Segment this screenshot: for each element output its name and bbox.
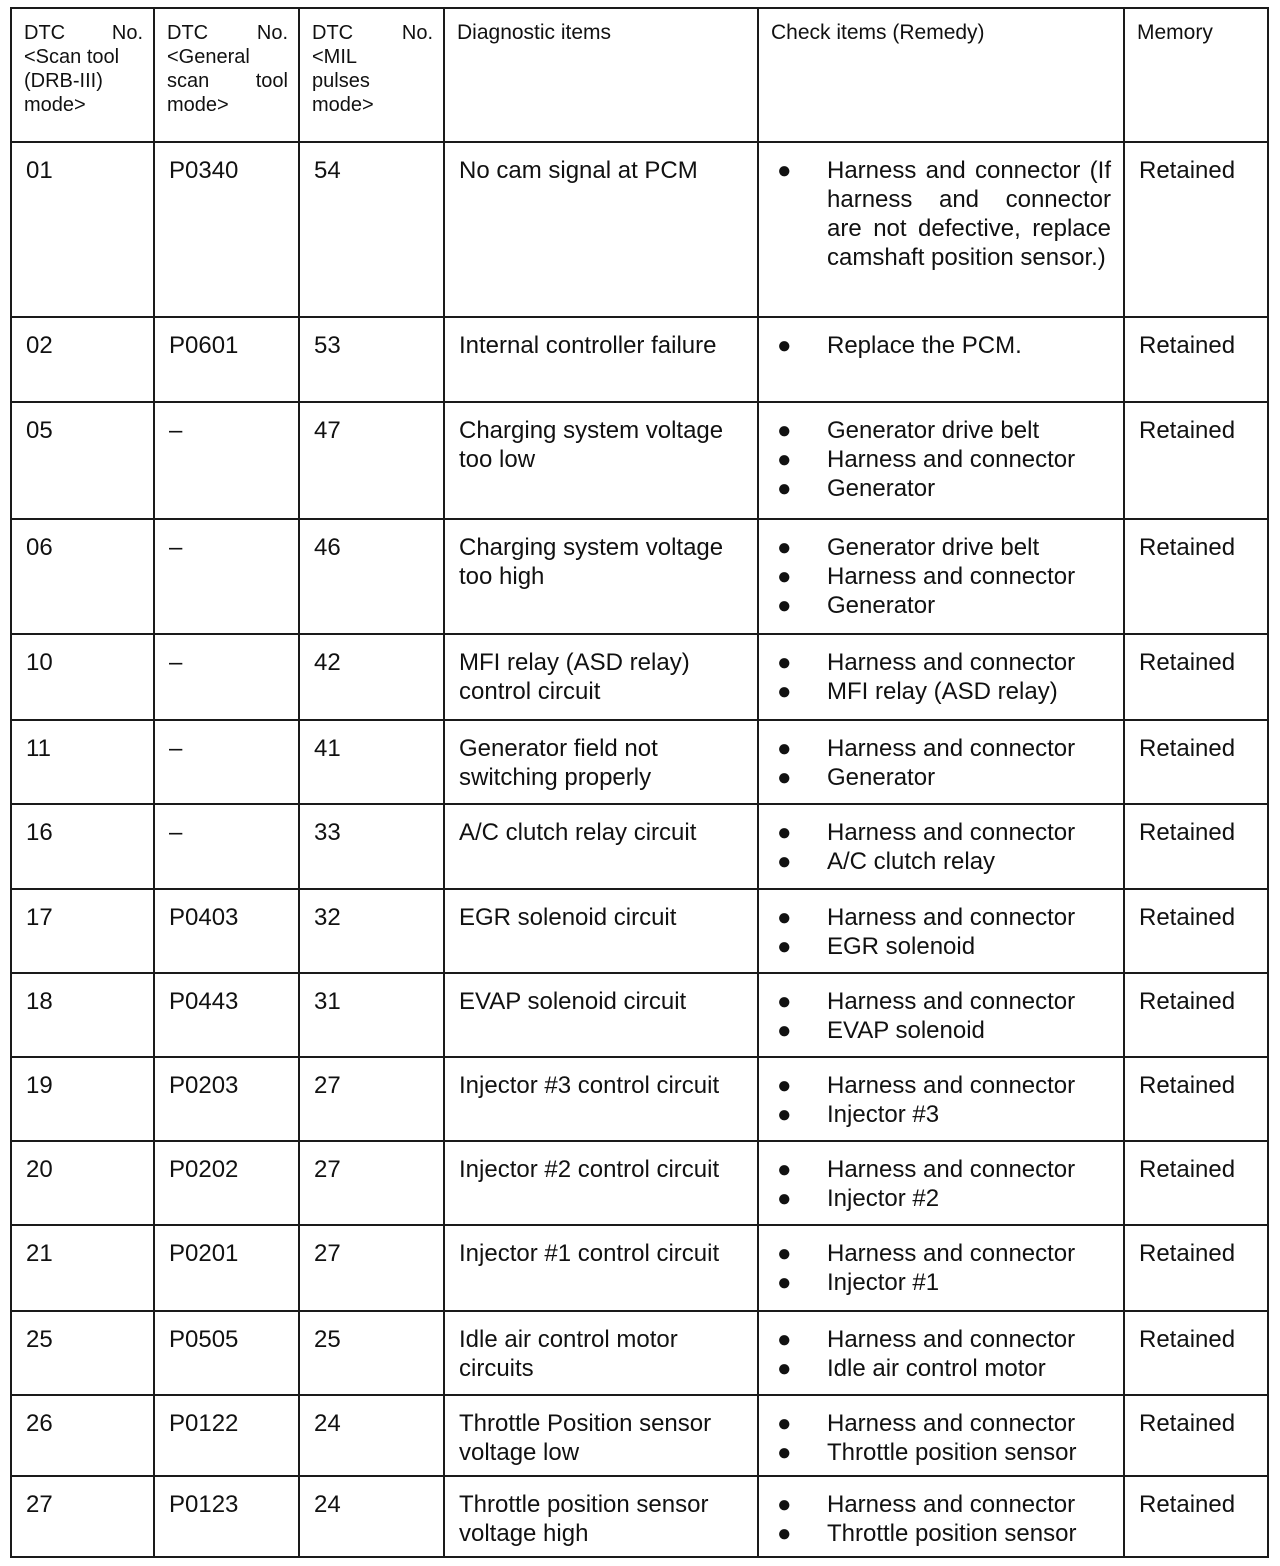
memory-status: Retained — [1124, 804, 1268, 889]
check-item — [773, 763, 1111, 792]
check-item-text: Harness and connector — [827, 649, 1076, 676]
check-items — [758, 804, 1124, 889]
check-item-text: Harness and connector — [827, 1326, 1076, 1353]
dtc-mil-pulses: 32 — [299, 889, 444, 973]
check-item — [773, 1268, 1111, 1297]
bullet-icon: ● — [777, 1240, 792, 1267]
table-row — [11, 889, 1268, 973]
check-items — [758, 402, 1124, 519]
bullet-icon: ● — [777, 1439, 792, 1466]
diagnostic-item: Idle air control motor circuits — [444, 1311, 758, 1395]
dtc-scan-tool-code: 10 — [11, 634, 154, 720]
check-item-list — [773, 533, 1111, 620]
check-item — [773, 416, 1111, 445]
bullet-icon: ● — [777, 735, 792, 762]
bullet-icon: ● — [777, 592, 792, 619]
bullet-icon: ● — [777, 933, 792, 960]
check-item-list — [773, 1325, 1111, 1383]
check-item — [773, 445, 1111, 474]
dtc-mil-pulses: 31 — [299, 973, 444, 1057]
check-items — [758, 1225, 1124, 1311]
diagnostic-item: Throttle position sensor voltage high — [444, 1476, 758, 1557]
dtc-general-code: – — [154, 634, 299, 720]
dtc-scan-tool-code: 27 — [11, 1476, 154, 1557]
dtc-mil-pulses: 54 — [299, 142, 444, 317]
bullet-icon: ● — [777, 904, 792, 931]
dtc-mil-pulses: 53 — [299, 317, 444, 402]
check-item-text: A/C clutch relay — [827, 848, 996, 875]
header-memory: Memory — [1124, 8, 1268, 142]
check-item-list — [773, 156, 1111, 272]
dtc-scan-tool-code: 25 — [11, 1311, 154, 1395]
bullet-icon: ● — [777, 475, 792, 502]
table-row — [11, 402, 1268, 519]
header-scan-tool: DTC No. <Scan tool (DRB-III) mode> — [11, 8, 154, 142]
bullet-icon: ● — [777, 1185, 792, 1212]
dtc-scan-tool-code: 26 — [11, 1395, 154, 1476]
dtc-general-code: P0403 — [154, 889, 299, 973]
memory-status: Retained — [1124, 1311, 1268, 1395]
check-item-text: Replace the PCM. — [827, 332, 1022, 359]
diagnostic-item: Injector #1 control circuit — [444, 1225, 758, 1311]
check-item — [773, 533, 1111, 562]
table-row — [11, 1057, 1268, 1141]
check-item — [773, 1071, 1111, 1100]
dtc-general-code: P0201 — [154, 1225, 299, 1311]
dtc-general-code: P0340 — [154, 142, 299, 317]
memory-status: Retained — [1124, 889, 1268, 973]
diagnostic-item: MFI relay (ASD relay) control circuit — [444, 634, 758, 720]
dtc-mil-pulses: 27 — [299, 1141, 444, 1225]
memory-status: Retained — [1124, 1057, 1268, 1141]
check-item-text: Generator — [827, 592, 936, 619]
check-item-text: Injector #1 — [827, 1269, 940, 1296]
memory-status: Retained — [1124, 634, 1268, 720]
check-item-list — [773, 648, 1111, 706]
dtc-general-code: P0601 — [154, 317, 299, 402]
table-row — [11, 317, 1268, 402]
check-item-list — [773, 331, 1111, 360]
check-item-list — [773, 1239, 1111, 1297]
check-item-text: EVAP solenoid — [827, 1017, 985, 1044]
dtc-scan-tool-code: 06 — [11, 519, 154, 634]
bullet-icon: ● — [777, 563, 792, 590]
dtc-general-code: P0443 — [154, 973, 299, 1057]
dtc-mil-pulses: 41 — [299, 720, 444, 804]
memory-status: Retained — [1124, 317, 1268, 402]
check-item-list — [773, 818, 1111, 876]
table-row — [11, 804, 1268, 889]
memory-status: Retained — [1124, 1395, 1268, 1476]
dtc-scan-tool-code: 17 — [11, 889, 154, 973]
check-item-text: Injector #3 — [827, 1101, 940, 1128]
check-item-text: Harness and connector — [827, 819, 1076, 846]
check-item — [773, 903, 1111, 932]
dtc-general-code: – — [154, 720, 299, 804]
check-item — [773, 987, 1111, 1016]
check-item-text: Generator drive belt — [827, 534, 1040, 561]
check-items — [758, 973, 1124, 1057]
check-item — [773, 932, 1111, 961]
check-item-text: Idle air control motor — [827, 1355, 1046, 1382]
memory-status: Retained — [1124, 1141, 1268, 1225]
check-item — [773, 1155, 1111, 1184]
dtc-scan-tool-code: 01 — [11, 142, 154, 317]
check-items — [758, 889, 1124, 973]
table-row — [11, 1395, 1268, 1476]
check-items — [758, 519, 1124, 634]
dtc-scan-tool-code: 05 — [11, 402, 154, 519]
check-item — [773, 1438, 1111, 1467]
bullet-icon: ● — [777, 157, 792, 184]
table-row — [11, 973, 1268, 1057]
check-item-text: Harness and connector — [827, 563, 1076, 590]
table-row — [11, 1225, 1268, 1311]
check-item-text: Harness and connector — [827, 1072, 1076, 1099]
dtc-scan-tool-code: 18 — [11, 973, 154, 1057]
check-item-text: Harness and connector — [827, 735, 1076, 762]
check-item-text: Harness and connector — [827, 1156, 1076, 1183]
check-item-text: Generator drive belt — [827, 417, 1040, 444]
bullet-icon: ● — [777, 1520, 792, 1547]
diagnostic-item: A/C clutch relay circuit — [444, 804, 758, 889]
table-row — [11, 1311, 1268, 1395]
check-item — [773, 562, 1111, 591]
dtc-mil-pulses: 42 — [299, 634, 444, 720]
check-item — [773, 331, 1111, 360]
diagnostic-item: Generator field not switching properly — [444, 720, 758, 804]
bullet-icon: ● — [777, 1156, 792, 1183]
dtc-mil-pulses: 33 — [299, 804, 444, 889]
check-item-list — [773, 416, 1111, 503]
bullet-icon: ● — [777, 764, 792, 791]
check-item-list — [773, 987, 1111, 1045]
check-item-text: Throttle position sensor — [827, 1520, 1077, 1547]
dtc-mil-pulses: 24 — [299, 1395, 444, 1476]
check-item — [773, 591, 1111, 620]
check-item-text: Harness and connector — [827, 1240, 1076, 1267]
check-item-text: Throttle position sensor — [827, 1439, 1077, 1466]
check-item — [773, 1490, 1111, 1519]
check-items — [758, 1141, 1124, 1225]
dtc-scan-tool-code: 11 — [11, 720, 154, 804]
check-item-list — [773, 1490, 1111, 1548]
header-check-items: Check items (Remedy) — [758, 8, 1124, 142]
check-item-text: Injector #2 — [827, 1185, 940, 1212]
dtc-general-code: P0203 — [154, 1057, 299, 1141]
dtc-general-code: P0505 — [154, 1311, 299, 1395]
dtc-general-code: – — [154, 804, 299, 889]
bullet-icon: ● — [777, 1410, 792, 1437]
memory-status: Retained — [1124, 1225, 1268, 1311]
memory-status: Retained — [1124, 142, 1268, 317]
dtc-mil-pulses: 24 — [299, 1476, 444, 1557]
bullet-icon: ● — [777, 1017, 792, 1044]
bullet-icon: ● — [777, 848, 792, 875]
dtc-general-code: P0202 — [154, 1141, 299, 1225]
diagnostic-item: EVAP solenoid circuit — [444, 973, 758, 1057]
check-item-text: MFI relay (ASD relay) — [827, 678, 1058, 705]
check-items — [758, 1395, 1124, 1476]
table-body — [11, 142, 1268, 1557]
header-mil-pulses: DTC No. <MIL pulses mode> — [299, 8, 444, 142]
bullet-icon: ● — [777, 988, 792, 1015]
dtc-mil-pulses: 47 — [299, 402, 444, 519]
dtc-scan-tool-code: 02 — [11, 317, 154, 402]
bullet-icon: ● — [777, 332, 792, 359]
check-items — [758, 1057, 1124, 1141]
dtc-general-code: P0122 — [154, 1395, 299, 1476]
bullet-icon: ● — [777, 1355, 792, 1382]
dtc-mil-pulses: 27 — [299, 1057, 444, 1141]
diagnostic-item: No cam signal at PCM — [444, 142, 758, 317]
bullet-icon: ● — [777, 819, 792, 846]
table-row — [11, 142, 1268, 317]
check-items — [758, 634, 1124, 720]
dtc-mil-pulses: 27 — [299, 1225, 444, 1311]
dtc-scan-tool-code: 20 — [11, 1141, 154, 1225]
dtc-scan-tool-code: 16 — [11, 804, 154, 889]
bullet-icon: ● — [777, 678, 792, 705]
check-item-text: Harness and connector — [827, 1410, 1076, 1437]
dtc-mil-pulses: 46 — [299, 519, 444, 634]
bullet-icon: ● — [777, 417, 792, 444]
check-item-text: Generator — [827, 475, 936, 502]
bullet-icon: ● — [777, 1491, 792, 1518]
diagnostic-item: Charging system voltage too low — [444, 402, 758, 519]
table-row — [11, 720, 1268, 804]
dtc-scan-tool-code: 21 — [11, 1225, 154, 1311]
check-items — [758, 317, 1124, 402]
check-item-list — [773, 1409, 1111, 1467]
table-row — [11, 1476, 1268, 1557]
check-item — [773, 1239, 1111, 1268]
check-item — [773, 677, 1111, 706]
memory-status: Retained — [1124, 519, 1268, 634]
check-item — [773, 1354, 1111, 1383]
check-items — [758, 1476, 1124, 1557]
dtc-general-code: P0123 — [154, 1476, 299, 1557]
table-row — [11, 519, 1268, 634]
diagnostic-item: Throttle Position sensor voltage low — [444, 1395, 758, 1476]
diagnostic-item: EGR solenoid circuit — [444, 889, 758, 973]
bullet-icon: ● — [777, 649, 792, 676]
check-item-text: Harness and connector — [827, 1491, 1076, 1518]
check-item — [773, 1519, 1111, 1548]
check-item — [773, 734, 1111, 763]
diagnostic-item: Injector #2 control circuit — [444, 1141, 758, 1225]
check-item — [773, 818, 1111, 847]
check-item — [773, 1325, 1111, 1354]
bullet-icon: ● — [777, 534, 792, 561]
bullet-icon: ● — [777, 446, 792, 473]
dtc-scan-tool-code: 19 — [11, 1057, 154, 1141]
header-diagnostic-items: Diagnostic items — [444, 8, 758, 142]
check-item — [773, 847, 1111, 876]
table-row — [11, 634, 1268, 720]
check-item-text: Generator — [827, 764, 936, 791]
header-general-scan-tool: DTC No. <General scan tool mode> — [154, 8, 299, 142]
diagnostic-item: Internal controller failure — [444, 317, 758, 402]
check-items — [758, 142, 1124, 317]
memory-status: Retained — [1124, 720, 1268, 804]
dtc-general-code: – — [154, 402, 299, 519]
check-item-list — [773, 903, 1111, 961]
check-item-list — [773, 1155, 1111, 1213]
memory-status: Retained — [1124, 402, 1268, 519]
memory-status: Retained — [1124, 973, 1268, 1057]
check-item-text: EGR solenoid — [827, 933, 976, 960]
diagnostic-item: Injector #3 control circuit — [444, 1057, 758, 1141]
check-item-text: Harness and connector — [827, 446, 1076, 473]
check-item — [773, 156, 1111, 272]
check-item — [773, 1100, 1111, 1129]
bullet-icon: ● — [777, 1072, 792, 1099]
check-items — [758, 1311, 1124, 1395]
check-item-text: Harness and connector — [827, 904, 1076, 931]
check-item — [773, 474, 1111, 503]
diagnostic-item: Charging system voltage too high — [444, 519, 758, 634]
check-item — [773, 648, 1111, 677]
bullet-icon: ● — [777, 1269, 792, 1296]
check-item-list — [773, 1071, 1111, 1129]
bullet-icon: ● — [777, 1101, 792, 1128]
dtc-mil-pulses: 25 — [299, 1311, 444, 1395]
check-item — [773, 1184, 1111, 1213]
dtc-table — [10, 7, 1269, 1558]
table-row — [11, 1141, 1268, 1225]
table-header-row — [11, 8, 1268, 142]
memory-status: Retained — [1124, 1476, 1268, 1557]
check-items — [758, 720, 1124, 804]
check-item — [773, 1409, 1111, 1438]
check-item-text: Harness and connector (If harness and connector are not defective, replace camshaft position sensor.) — [827, 157, 1111, 271]
check-item-list — [773, 734, 1111, 792]
check-item-text: Harness and connector — [827, 988, 1076, 1015]
bullet-icon: ● — [777, 1326, 792, 1353]
dtc-general-code: – — [154, 519, 299, 634]
check-item — [773, 1016, 1111, 1045]
